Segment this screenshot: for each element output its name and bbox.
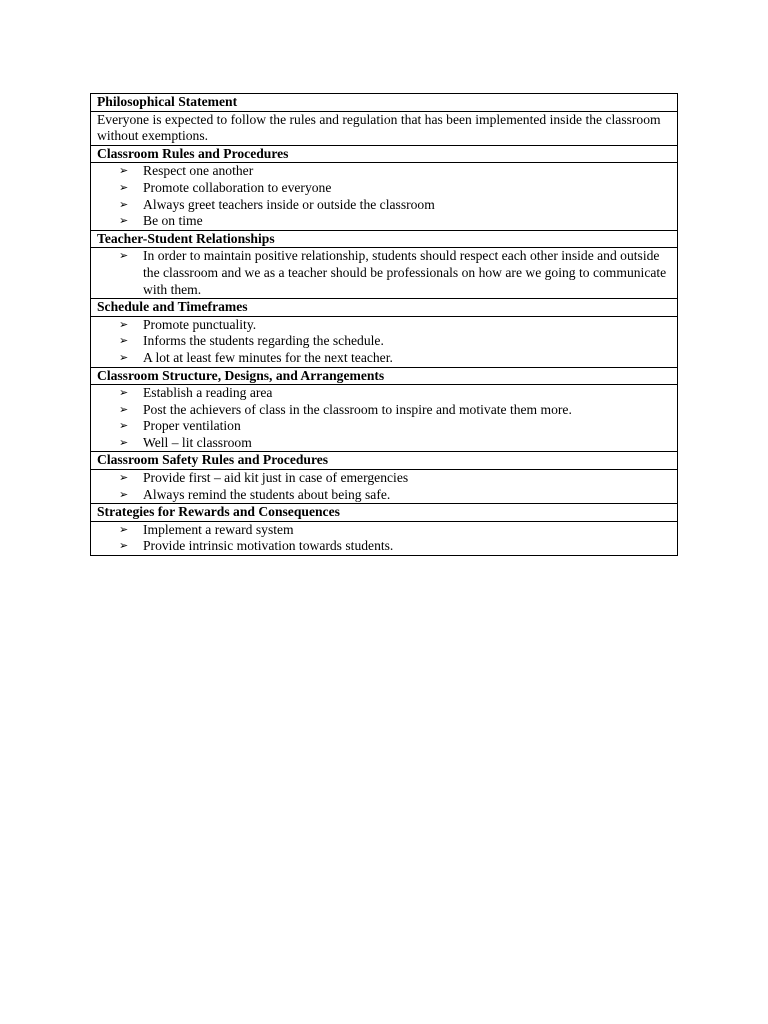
- arrowhead-bullet-icon: ➢: [119, 487, 129, 501]
- list-item-text: Implement a reward system: [143, 521, 294, 537]
- arrowhead-bullet-icon: ➢: [119, 317, 129, 331]
- arrowhead-bullet-icon: ➢: [119, 471, 129, 485]
- list-item: [119, 538, 671, 555]
- list-item-text: A lot at least few minutes for the next teacher.: [143, 349, 393, 365]
- arrowhead-bullet-icon: ➢: [119, 350, 129, 364]
- section-heading: Classroom Safety Rules and Procedures: [91, 452, 678, 470]
- arrowhead-bullet-icon: ➢: [119, 402, 129, 416]
- classroom-management-table: [90, 93, 678, 556]
- arrowhead-bullet-icon: ➢: [119, 419, 129, 433]
- section-body: [91, 316, 678, 367]
- section-heading-row: [91, 367, 678, 385]
- list-item: [119, 197, 671, 214]
- list-item-text: Provide first – aid kit just in case of emergencies: [143, 470, 409, 486]
- arrowhead-bullet-icon: ➢: [119, 249, 129, 263]
- list-item-text: Promote punctuality.: [143, 316, 257, 332]
- list-item-text: Establish a reading area: [143, 385, 273, 401]
- section-body: [91, 470, 678, 504]
- section-heading-row: [91, 299, 678, 317]
- list-item: [119, 487, 671, 504]
- section-heading-row: [91, 504, 678, 522]
- section-body-row: [91, 163, 678, 230]
- arrowhead-bullet-icon: ➢: [119, 180, 129, 194]
- bullet-list: [97, 163, 671, 229]
- list-item-text: Proper ventilation: [143, 418, 241, 434]
- section-heading-row: [91, 145, 678, 163]
- list-item: [119, 522, 671, 539]
- bullet-list: [97, 522, 671, 555]
- arrowhead-bullet-icon: ➢: [119, 522, 129, 536]
- bullet-list: [97, 248, 671, 298]
- section-heading: Philosophical Statement: [91, 94, 678, 112]
- section-body-row: [91, 111, 678, 145]
- section-body-row: [91, 521, 678, 555]
- arrowhead-bullet-icon: ➢: [119, 164, 129, 178]
- section-heading-row: [91, 94, 678, 112]
- section-body: [91, 248, 678, 299]
- section-heading: Strategies for Rewards and Consequences: [91, 504, 678, 522]
- bullet-list: [97, 317, 671, 367]
- section-heading: Teacher-Student Relationships: [91, 230, 678, 248]
- list-item: [119, 470, 671, 487]
- section-body-row: [91, 316, 678, 367]
- section-body: [91, 163, 678, 230]
- list-item: [119, 248, 671, 298]
- section-heading-row: [91, 452, 678, 470]
- list-item: [119, 402, 671, 419]
- section-body: [91, 385, 678, 452]
- arrowhead-bullet-icon: ➢: [119, 334, 129, 348]
- list-item-text: In order to maintain positive relationship, students should respect each other inside and outside the classroom and we as a teacher should be professionals on how are we going to communicate with them.: [143, 248, 667, 297]
- list-item: [119, 317, 671, 334]
- philosophical-statement-text: Everyone is expected to follow the rules and regulation that has been implemented inside the classroom without exemptions.: [91, 111, 678, 145]
- list-item-text: Respect one another: [143, 163, 254, 179]
- arrowhead-bullet-icon: ➢: [119, 435, 129, 449]
- section-heading: Schedule and Timeframes: [91, 299, 678, 317]
- section-body: [91, 521, 678, 555]
- arrowhead-bullet-icon: ➢: [119, 386, 129, 400]
- list-item: [119, 180, 671, 197]
- section-heading: Classroom Rules and Procedures: [91, 145, 678, 163]
- list-item: [119, 385, 671, 402]
- list-item: [119, 350, 671, 367]
- section-body-row: [91, 248, 678, 299]
- list-item-text: Informs the students regarding the schedule.: [143, 333, 384, 349]
- list-item: [119, 333, 671, 350]
- arrowhead-bullet-icon: ➢: [119, 214, 129, 228]
- list-item: [119, 213, 671, 230]
- bullet-list: [97, 385, 671, 451]
- list-item-text: Always greet teachers inside or outside the classroom: [143, 196, 435, 212]
- list-item-text: Provide intrinsic motivation towards students.: [143, 538, 394, 554]
- list-item: [119, 435, 671, 452]
- arrowhead-bullet-icon: ➢: [119, 197, 129, 211]
- list-item: [119, 418, 671, 435]
- section-heading-row: [91, 230, 678, 248]
- section-body-row: [91, 470, 678, 504]
- section-heading: Classroom Structure, Designs, and Arrangements: [91, 367, 678, 385]
- list-item-text: Well – lit classroom: [143, 434, 252, 450]
- list-item-text: Promote collaboration to everyone: [143, 179, 332, 195]
- bullet-list: [97, 470, 671, 503]
- list-item-text: Be on time: [143, 213, 203, 229]
- section-body-row: [91, 385, 678, 452]
- list-item: [119, 163, 671, 180]
- list-item-text: Post the achievers of class in the classroom to inspire and motivate them more.: [143, 401, 572, 417]
- list-item-text: Always remind the students about being safe.: [143, 486, 391, 502]
- arrowhead-bullet-icon: ➢: [119, 539, 129, 553]
